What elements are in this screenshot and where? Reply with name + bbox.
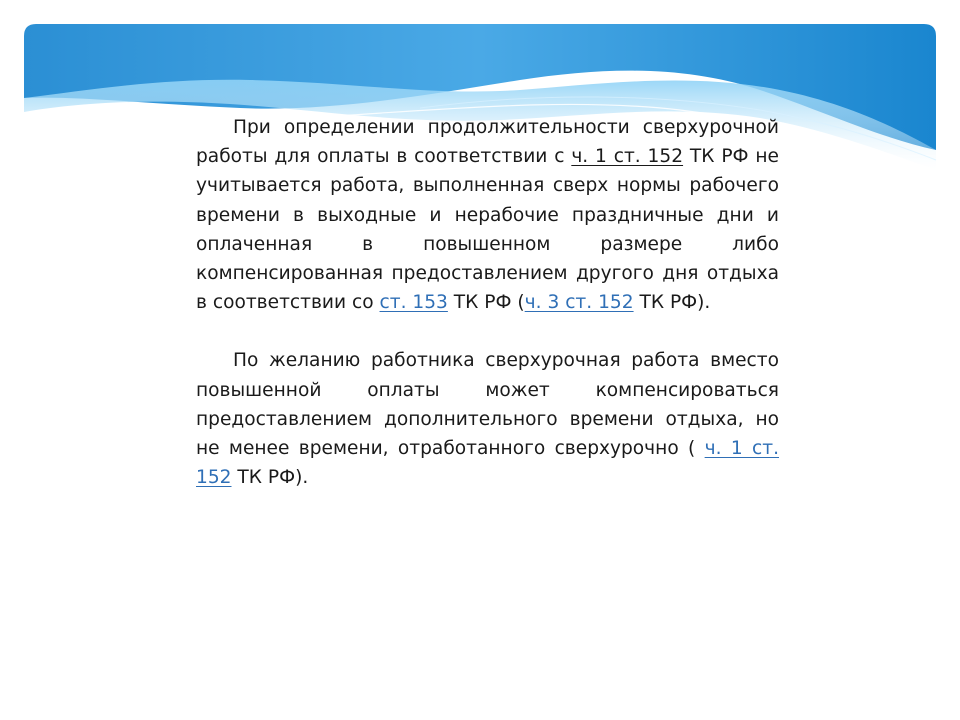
paragraph-1	[196, 113, 779, 317]
paragraph-2-text-a: По желанию работника сверхурочная работа вместо повышенной оплаты может компенсироваться предоставлением дополнительного времени отдыха, но не менее времени, отработанного сверхурочно (	[196, 350, 779, 460]
link-ch1-st152[interactable]: ч. 1 ст. 152	[571, 146, 684, 168]
paragraph-1-text-a: При определении продолжительности сверхурочной работы для оплаты в соответствии с	[196, 117, 779, 168]
paragraph-2-text-b: ТК РФ).	[231, 467, 309, 489]
body-text	[196, 113, 779, 492]
paragraph-1-text-b: ТК РФ не учитывается работа, выполненная сверх нормы рабочего времени в выходные и нерабочие праздничные дни и оплаченная в повышенном размере либо компенсированная предоставлением другого дня отдыха в соответствии со	[196, 146, 779, 314]
link-ch1-st152-second[interactable]: ч. 1 ст. 152	[196, 438, 779, 489]
link-ch3-st152[interactable]: ч. 3 ст. 152	[524, 292, 634, 314]
paragraph-1-text-c: ТК РФ (	[447, 292, 525, 314]
paragraph-gap	[196, 317, 779, 346]
paragraph-2	[196, 346, 779, 492]
paragraph-1-text-d: ТК РФ).	[633, 292, 711, 314]
link-st153[interactable]: ст. 153	[379, 292, 448, 314]
